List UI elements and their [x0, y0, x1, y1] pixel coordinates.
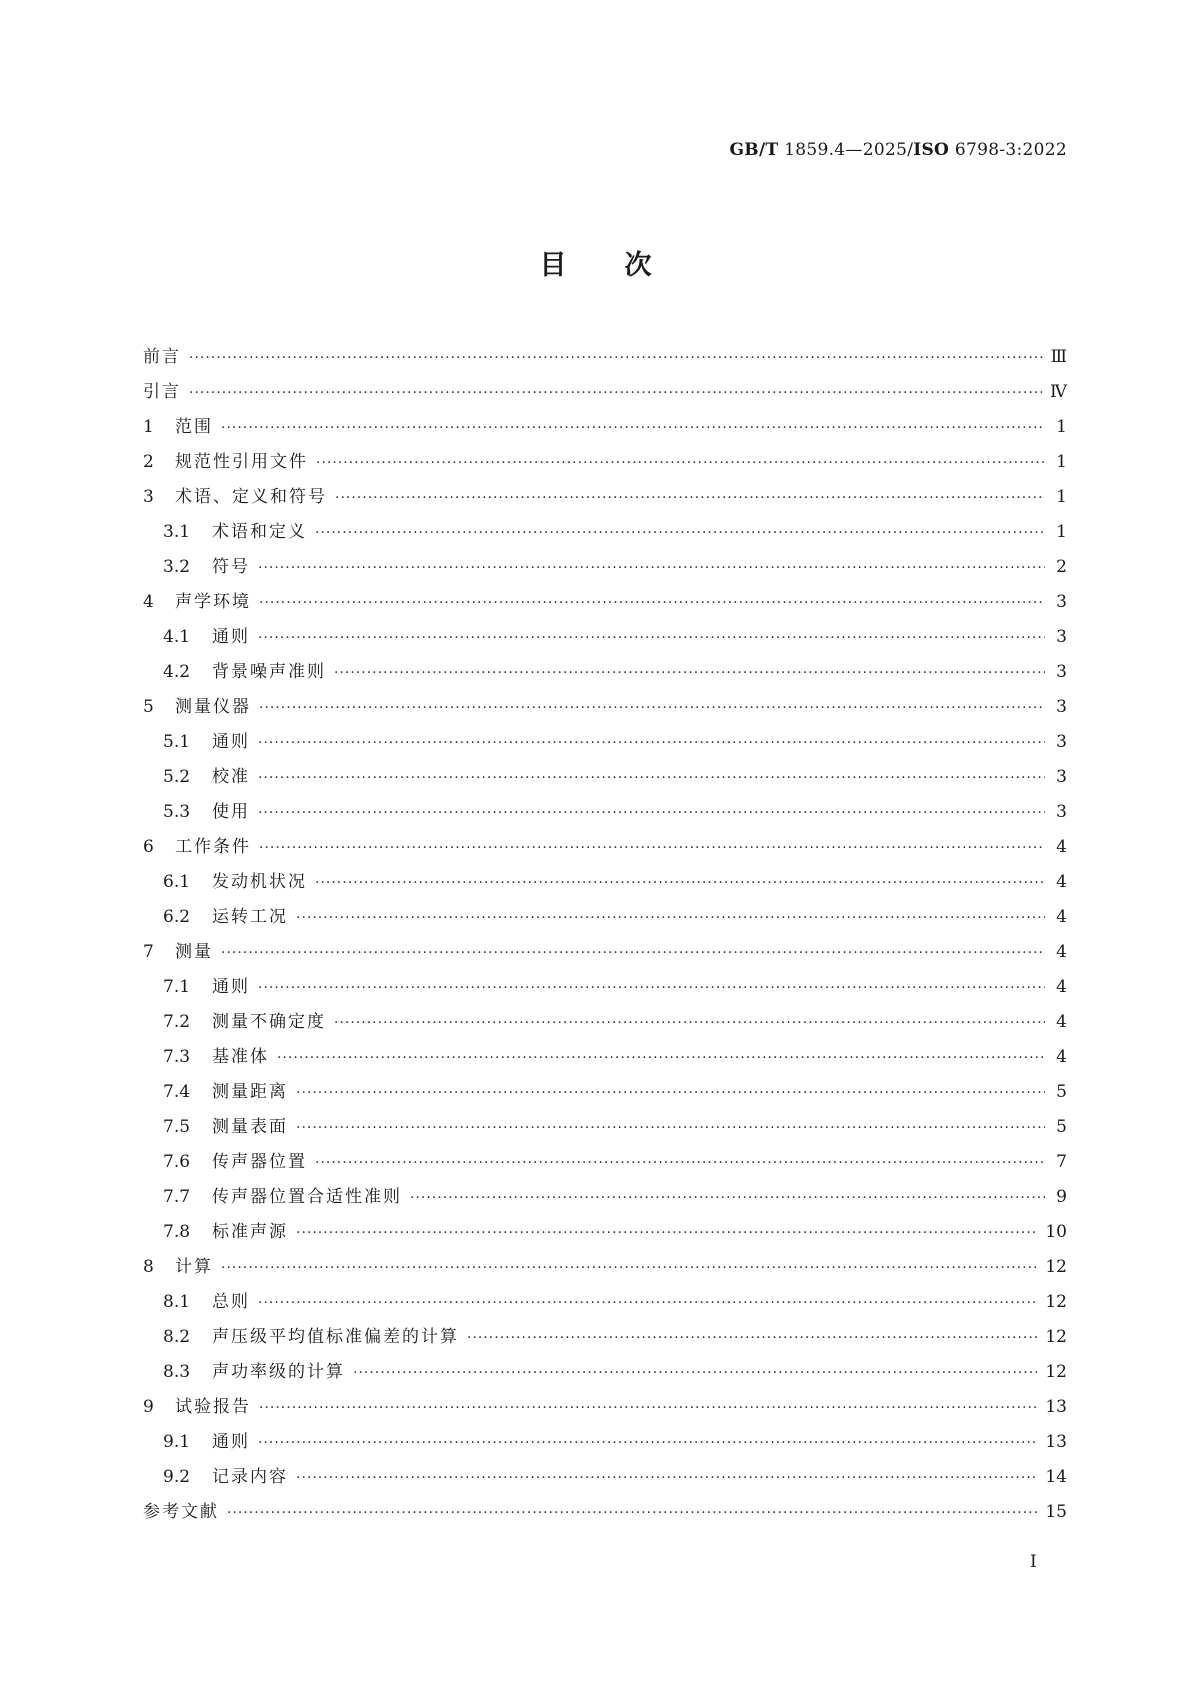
toc-entry[interactable]: [143, 970, 1067, 1005]
toc-entry[interactable]: [143, 1215, 1067, 1250]
toc-leader-dots: [353, 1356, 1037, 1391]
toc-entry-number: 8.1: [163, 1292, 191, 1312]
toc-entry[interactable]: [143, 1110, 1067, 1145]
toc-entry-page: 7: [1056, 1152, 1067, 1172]
toc-leader-dots: [258, 551, 1045, 586]
toc-entry[interactable]: [143, 1495, 1067, 1530]
toc-entry-title: 术语、定义和符号: [175, 487, 327, 507]
toc-leader-dots: [315, 866, 1045, 901]
toc-entry-page: 4: [1056, 1047, 1067, 1067]
toc-entry-page: 4: [1056, 837, 1067, 857]
toc-entry-number: 4.2: [163, 662, 191, 682]
toc-entry-title: 校准: [212, 767, 250, 787]
toc-entry[interactable]: [143, 1425, 1067, 1460]
toc-entry-number: 7.2: [163, 1012, 191, 1032]
toc-leader-dots: [189, 376, 1042, 411]
toc-entry-page: 3: [1056, 662, 1067, 682]
toc-leader-dots: [258, 1426, 1037, 1461]
toc-leader-dots: [335, 481, 1045, 516]
toc-entry-number: 8: [143, 1257, 154, 1277]
standard-code-header: [729, 140, 1067, 160]
toc-leader-dots: [258, 621, 1045, 656]
toc-entry-page: 12: [1045, 1327, 1067, 1347]
toc-entry-number: 8.3: [163, 1362, 191, 1382]
toc-entry-number: 6: [143, 837, 154, 857]
toc-entry[interactable]: [143, 795, 1067, 830]
toc-entry[interactable]: [143, 1180, 1067, 1215]
toc-entry-page: 12: [1045, 1292, 1067, 1312]
toc-entry-title: 引言: [143, 382, 181, 402]
toc-entry-page: 1: [1056, 417, 1067, 437]
toc-entry-page: 13: [1045, 1397, 1067, 1417]
toc-entry-page: 4: [1056, 907, 1067, 927]
toc-leader-dots: [296, 1076, 1045, 1111]
toc-entry-page: 3: [1056, 627, 1067, 647]
toc-entry-title: 测量距离: [212, 1082, 288, 1102]
toc-leader-dots: [334, 1006, 1045, 1041]
toc-entry-title: 通则: [212, 627, 250, 647]
toc-entry-title: 测量: [175, 942, 213, 962]
toc-entry-number: 9.2: [163, 1467, 191, 1487]
toc-entry-number: 7: [143, 942, 154, 962]
standard-code-prefix: GB/T: [729, 140, 779, 160]
standard-code-number: 1859.4—2025/: [778, 140, 914, 160]
toc-entry-title: 参考文献: [143, 1502, 219, 1522]
toc-entry-number: 5.2: [163, 767, 191, 787]
toc-entry-title: 测量仪器: [175, 697, 251, 717]
toc-entry-page: 4: [1056, 977, 1067, 997]
toc-entry-title: 声功率级的计算: [212, 1362, 345, 1382]
toc-leader-dots: [259, 831, 1045, 866]
toc-entry-title: 前言: [143, 347, 181, 367]
toc-entry-number: 7.6: [163, 1152, 191, 1172]
toc-entry-page: 15: [1045, 1502, 1067, 1522]
toc-entry-title: 工作条件: [175, 837, 251, 857]
toc-entry-page: 4: [1056, 872, 1067, 892]
toc-entry-page: 9: [1056, 1187, 1067, 1207]
toc-entry[interactable]: [143, 1285, 1067, 1320]
toc-entry-page: 5: [1056, 1082, 1067, 1102]
toc-entry[interactable]: [143, 515, 1067, 550]
toc-entry-number: 7.4: [163, 1082, 191, 1102]
page-number: I: [1030, 1552, 1037, 1572]
toc-leader-dots: [258, 971, 1045, 1006]
toc-leader-dots: [296, 1461, 1037, 1496]
toc-entry-page: 10: [1045, 1222, 1067, 1242]
toc-leader-dots: [221, 411, 1045, 446]
toc-entry[interactable]: [143, 935, 1067, 970]
toc-entry-title: 试验报告: [175, 1397, 251, 1417]
toc-leader-dots: [277, 1041, 1045, 1076]
toc-entry-title: 声压级平均值标准偏差的计算: [212, 1327, 459, 1347]
toc-entry[interactable]: [143, 1075, 1067, 1110]
toc-entry-title: 发动机状况: [212, 872, 307, 892]
toc-entry[interactable]: [143, 445, 1067, 480]
toc-entry-page: 2: [1056, 557, 1067, 577]
toc-entry-number: 6.2: [163, 907, 191, 927]
toc-entry[interactable]: [143, 620, 1067, 655]
page-title: 目次: [539, 250, 710, 281]
toc-entry-number: 3.2: [163, 557, 191, 577]
toc-entry[interactable]: [143, 1355, 1067, 1390]
toc-leader-dots: [258, 1286, 1037, 1321]
toc-entry-page: 1: [1056, 487, 1067, 507]
toc-entry-page: 3: [1056, 767, 1067, 787]
toc-entry-number: 7.3: [163, 1047, 191, 1067]
toc-entry-page: 3: [1056, 697, 1067, 717]
toc-entry[interactable]: [143, 1320, 1067, 1355]
toc-entry-page: 12: [1045, 1362, 1067, 1382]
toc-entry-page: Ⅳ: [1050, 382, 1067, 402]
toc-leader-dots: [467, 1321, 1037, 1356]
toc-entry-number: 5.1: [163, 732, 191, 752]
toc-entry-page: 12: [1045, 1257, 1067, 1277]
toc-entry-title: 使用: [212, 802, 250, 822]
toc-entry-number: 5: [143, 697, 154, 717]
toc-entry-title: 计算: [175, 1257, 213, 1277]
toc-entry-number: 5.3: [163, 802, 191, 822]
toc-entry-title: 规范性引用文件: [175, 452, 308, 472]
toc-entry-title: 测量表面: [212, 1117, 288, 1137]
toc-entry[interactable]: [143, 410, 1067, 445]
toc-leader-dots: [258, 796, 1045, 831]
toc-entry-title: 术语和定义: [212, 522, 307, 542]
toc-entry[interactable]: [143, 585, 1067, 620]
toc-entry-number: 3: [143, 487, 154, 507]
toc-entry-title: 基准体: [212, 1047, 269, 1067]
toc-leader-dots: [221, 936, 1045, 971]
toc-entry-page: 1: [1056, 452, 1067, 472]
toc-entry[interactable]: [143, 900, 1067, 935]
toc-entry-title: 范围: [175, 417, 213, 437]
toc-entry-page: 1: [1056, 522, 1067, 542]
toc-entry-page: 3: [1056, 592, 1067, 612]
toc-entry-title: 运转工况: [212, 907, 288, 927]
toc-entry[interactable]: [143, 550, 1067, 585]
toc-entry-page: Ⅲ: [1050, 347, 1067, 367]
toc-leader-dots: [221, 1251, 1037, 1286]
toc-leader-dots: [258, 761, 1045, 796]
toc-entry-title: 传声器位置合适性准则: [212, 1187, 402, 1207]
toc-entry-page: 3: [1056, 732, 1067, 752]
toc-entry-title: 记录内容: [212, 1467, 288, 1487]
toc-entry[interactable]: [143, 375, 1067, 410]
toc-entry-number: 1: [143, 417, 154, 437]
toc-entry-number: 3.1: [163, 522, 191, 542]
toc-leader-dots: [189, 341, 1043, 376]
toc-entry-page: 5: [1056, 1117, 1067, 1137]
toc-entry[interactable]: [143, 1145, 1067, 1180]
toc-entry[interactable]: [143, 480, 1067, 515]
toc-entry-number: 4: [143, 592, 154, 612]
toc-entry-title: 通则: [212, 732, 250, 752]
table-of-contents: [143, 340, 1067, 1530]
toc-leader-dots: [410, 1181, 1045, 1216]
toc-leader-dots: [259, 586, 1045, 621]
toc-entry-title: 通则: [212, 1432, 250, 1452]
toc-leader-dots: [259, 691, 1045, 726]
toc-leader-dots: [227, 1496, 1037, 1531]
toc-entry-number: 7.8: [163, 1222, 191, 1242]
toc-entry-number: 9: [143, 1397, 154, 1417]
toc-entry[interactable]: [143, 760, 1067, 795]
toc-entry-title: 测量不确定度: [212, 1012, 326, 1032]
iso-number: 6798-3:2022: [949, 140, 1067, 160]
toc-entry[interactable]: [143, 725, 1067, 760]
toc-entry-number: 7.7: [163, 1187, 191, 1207]
toc-entry[interactable]: [143, 1005, 1067, 1040]
toc-entry[interactable]: [143, 1040, 1067, 1075]
toc-entry[interactable]: [143, 655, 1067, 690]
toc-leader-dots: [315, 516, 1045, 551]
toc-leader-dots: [296, 901, 1045, 936]
toc-entry-number: 4.1: [163, 627, 191, 647]
toc-entry-title: 背景噪声准则: [212, 662, 326, 682]
toc-entry-title: 传声器位置: [212, 1152, 307, 1172]
iso-prefix: ISO: [913, 140, 950, 160]
toc-entry[interactable]: [143, 1390, 1067, 1425]
toc-leader-dots: [259, 1391, 1037, 1426]
toc-entry-page: 14: [1045, 1467, 1067, 1487]
toc-entry-page: 4: [1056, 942, 1067, 962]
toc-entry-page: 13: [1045, 1432, 1067, 1452]
toc-leader-dots: [258, 726, 1045, 761]
toc-entry-number: 7.1: [163, 977, 191, 997]
toc-entry-number: 2: [143, 452, 154, 472]
toc-leader-dots: [315, 1146, 1045, 1181]
toc-entry-title: 总则: [212, 1292, 250, 1312]
toc-entry-page: 3: [1056, 802, 1067, 822]
toc-entry-number: 8.2: [163, 1327, 191, 1347]
toc-entry-number: 7.5: [163, 1117, 191, 1137]
toc-entry[interactable]: [143, 865, 1067, 900]
toc-leader-dots: [296, 1216, 1037, 1251]
toc-entry[interactable]: [143, 1460, 1067, 1495]
toc-entry-number: 6.1: [163, 872, 191, 892]
toc-entry[interactable]: [143, 1250, 1067, 1285]
toc-entry-title: 符号: [212, 557, 250, 577]
toc-entry[interactable]: [143, 690, 1067, 725]
toc-leader-dots: [296, 1111, 1045, 1146]
toc-leader-dots: [316, 446, 1045, 481]
toc-entry-title: 标准声源: [212, 1222, 288, 1242]
toc-entry-number: 9.1: [163, 1432, 191, 1452]
toc-entry-title: 声学环境: [175, 592, 251, 612]
toc-entry-page: 4: [1056, 1012, 1067, 1032]
toc-entry-title: 通则: [212, 977, 250, 997]
toc-leader-dots: [334, 656, 1045, 691]
toc-entry[interactable]: [143, 830, 1067, 865]
toc-entry[interactable]: [143, 340, 1067, 375]
